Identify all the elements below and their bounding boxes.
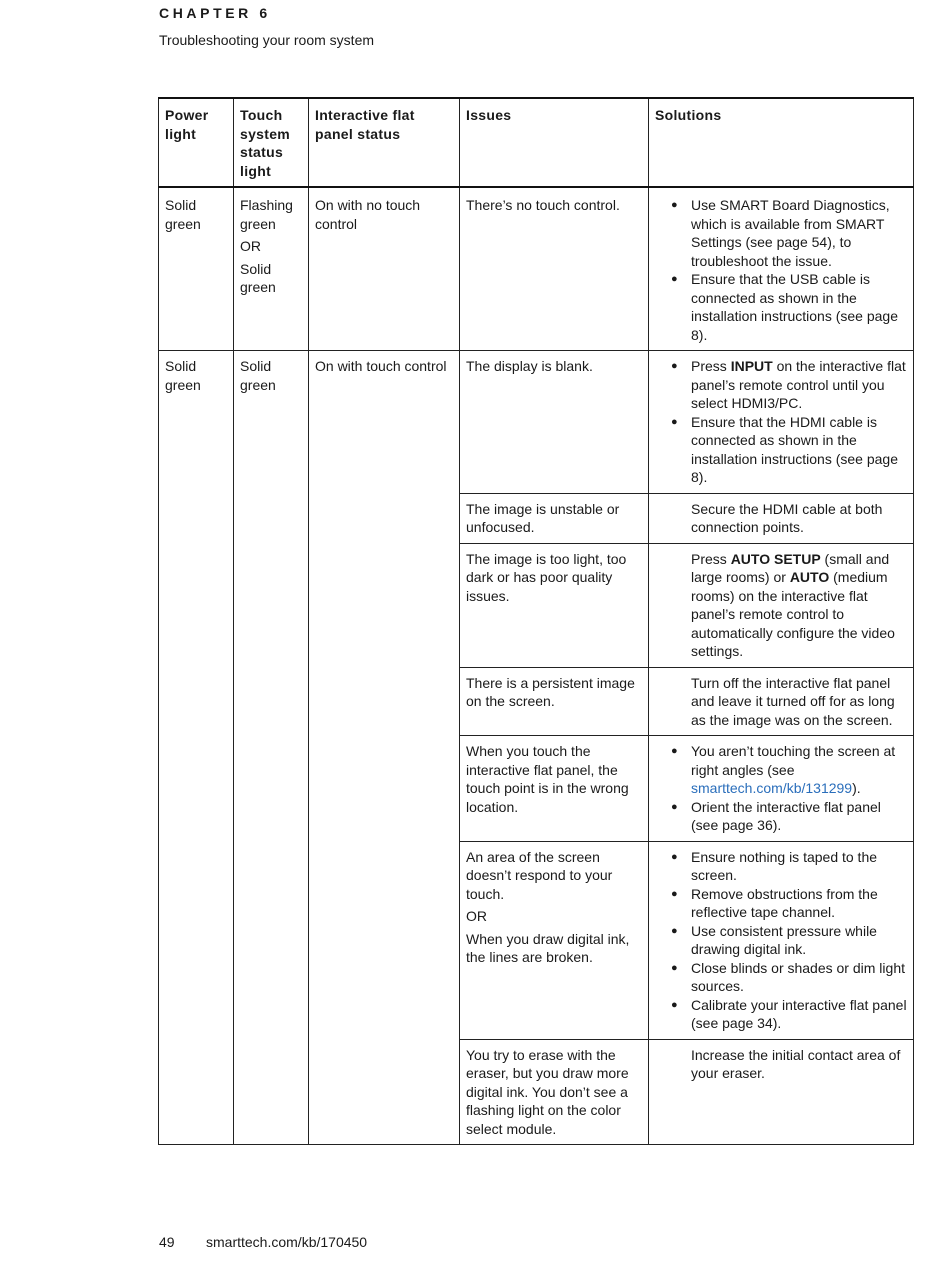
solution-text: Turn off the interactive flat panel and leave it turned off for as long as the image was on the screen.	[691, 674, 895, 728]
table-row	[159, 187, 914, 351]
solution-cell	[649, 1039, 914, 1145]
solution-list	[655, 742, 907, 835]
solution-item: ● Remove obstructions from the reflective tape channel.	[655, 885, 907, 922]
solution-text: Increase the initial contact area of your eraser.	[691, 1046, 901, 1081]
solution-item: ● Use consistent pressure while drawing digital ink.	[655, 922, 907, 959]
footer-url[interactable]: smarttech.com/kb/170450	[206, 1234, 368, 1250]
solution-item: ● Ensure that the USB cable is connected as shown in the installation instructions (see page 8).	[655, 270, 907, 344]
solution-text	[655, 550, 907, 661]
solution-text: on the interactive flat panel’s remote control until you select HDMI3/PC.	[691, 358, 906, 411]
page-title: Troubleshooting your room system	[159, 32, 375, 48]
panel-status-cell: On with touch control	[309, 351, 460, 1145]
touch-status-text: OR	[240, 238, 261, 254]
chapter-label: CHAPTER 6	[159, 5, 271, 21]
touch-status-cell	[234, 187, 309, 351]
power-light-cell: Solid green	[159, 351, 234, 1145]
column-header-solutions: Solutions	[649, 98, 914, 187]
solution-item: ● Ensure that the HDMI cable is connected as shown in the installation instructions (see page 8).	[655, 413, 907, 487]
touch-status-cell: Solid green	[234, 351, 309, 1145]
issue-cell: The display is blank.	[460, 351, 649, 494]
solution-list	[655, 196, 907, 344]
solution-cell	[649, 841, 914, 1039]
solution-cell	[649, 736, 914, 842]
solution-item: ● Close blinds or shades or dim light sources.	[655, 959, 907, 996]
solution-text: Press	[691, 550, 731, 567]
solution-item: ● Use SMART Board Diagnostics, which is available from SMART Settings (see page 54), to troubleshoot the issue.	[655, 196, 907, 270]
solution-list	[655, 357, 907, 487]
issue-cell: There’s no touch control.	[460, 187, 649, 351]
power-light-cell: Solid green	[159, 187, 234, 351]
auto-setup-keyword: AUTO SETUP	[730, 550, 821, 567]
issue-text: When you draw digital ink, the lines are broken.	[466, 930, 630, 965]
solution-cell	[649, 187, 914, 351]
solution-text: ).	[852, 780, 861, 796]
table-header-row	[159, 98, 914, 187]
solution-text: Secure the HDMI cable at both connection points.	[691, 500, 883, 535]
auto-keyword: AUTO	[789, 569, 830, 585]
issue-cell: There is a persistent image on the screen.	[460, 667, 649, 736]
issue-cell: The image is too light, too dark or has poor quality issues.	[460, 543, 649, 667]
solution-item: ● Calibrate your interactive flat panel (see page 34).	[655, 996, 907, 1033]
solution-item	[655, 357, 907, 413]
solution-cell	[649, 493, 914, 543]
page-number: 49	[159, 1234, 175, 1250]
solution-text: (medium rooms) on the interactive flat panel’s remote control to automatically configure the video settings.	[691, 569, 895, 659]
solution-text: You aren’t touching the screen at right angles (see	[691, 743, 896, 778]
solution-item: ● Orient the interactive flat panel (see page 36).	[655, 798, 907, 835]
panel-status-cell: On with no touch control	[309, 187, 460, 351]
issue-cell: You try to erase with the eraser, but you draw more digital ink. You don’t see a flashing light on the color select module.	[460, 1039, 649, 1145]
touch-status-text: Solid green	[240, 260, 276, 295]
solution-item	[655, 742, 907, 798]
column-header-panel-status: Interactive flat panel status	[309, 98, 460, 187]
solution-cell	[649, 351, 914, 494]
solution-item: ● Ensure nothing is taped to the screen.	[655, 848, 907, 885]
column-header-touch-status: Touch system status light	[234, 98, 309, 187]
solution-text: (small and large rooms) or	[691, 550, 890, 585]
issue-cell: When you touch the interactive flat panel, the touch point is in the wrong location.	[460, 736, 649, 842]
table-row	[159, 351, 914, 494]
kb-link[interactable]: smarttech.com/kb/131299	[691, 780, 853, 796]
solution-cell	[649, 543, 914, 667]
solution-text: Press	[691, 358, 731, 374]
input-keyword: INPUT	[730, 358, 773, 374]
touch-status-text: Flashing green	[240, 197, 293, 232]
column-header-power-light: Power light	[159, 98, 234, 187]
solution-list	[655, 848, 907, 1033]
issue-text: OR	[466, 908, 487, 924]
issue-cell: The image is unstable or unfocused.	[460, 493, 649, 543]
solution-cell	[649, 667, 914, 736]
issue-cell	[460, 841, 649, 1039]
issue-text: An area of the screen doesn’t respond to your touch.	[466, 848, 613, 902]
troubleshooting-table	[158, 97, 914, 1145]
column-header-issues: Issues	[460, 98, 649, 187]
